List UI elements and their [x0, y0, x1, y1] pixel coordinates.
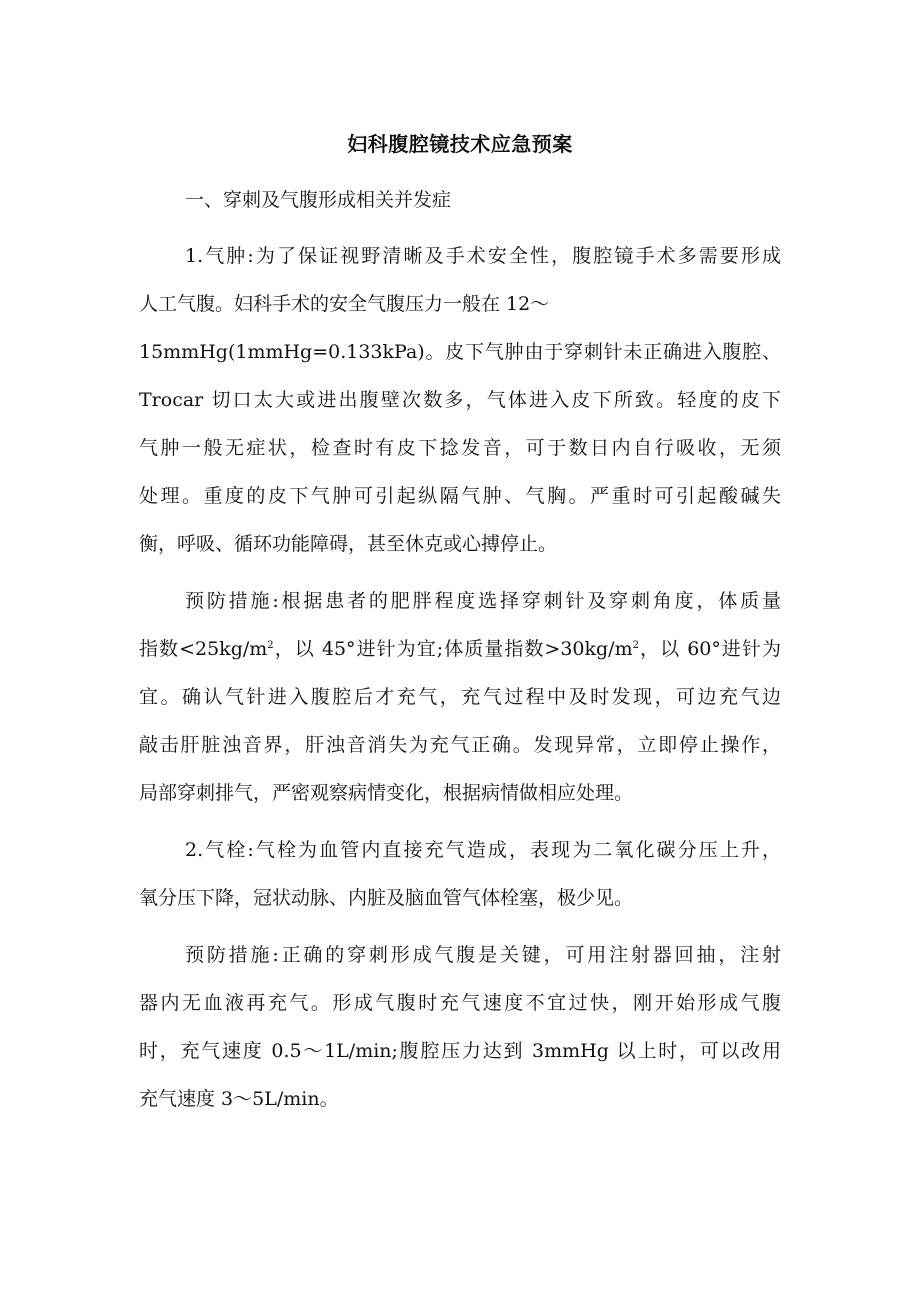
paragraph-line: 充气速度 3～5L/min。	[139, 1088, 339, 1110]
paragraph-line: 敲击肝脏浊音界，肝浊音消失为充气正确。发现异常，立即停止操作，	[139, 734, 781, 756]
paragraph-line: 氧分压下降，冠状动脉、内脏及脑血管气体栓塞，极少见。	[139, 887, 634, 909]
paragraph-line: 1.气肿:为了保证视野清晰及手术安全性，腹腔镜手术多需要形成	[185, 245, 781, 267]
paragraph-line: 宜。确认气针进入腹腔后才充气，充气过程中及时发现，可边充气边	[139, 686, 781, 708]
paragraph-line: 时，充气速度 0.5～1L/min;腹腔压力达到 3mmHg 以上时，可以改用	[139, 1040, 781, 1062]
paragraph-line: Trocar 切口太大或进出腹壁次数多，气体进入皮下所致。轻度的皮下	[139, 389, 781, 411]
bmi-lower-text: 指数<25kg/m	[139, 638, 268, 660]
superscript: 2	[267, 640, 274, 651]
paragraph-line: 人工气腹。妇科手术的安全气腹压力一般在 12～	[139, 293, 550, 315]
superscript: 2	[632, 640, 639, 651]
paragraph-line: 预防措施:根据患者的肥胖程度选择穿刺针及穿刺角度，体质量	[185, 590, 781, 612]
document-title: 妇科腹腔镜技术应急预案	[347, 132, 573, 156]
bmi-mid-text: ，以 45°进针为宜;体质量指数>30kg/m	[273, 638, 633, 660]
paragraph-line: 局部穿刺排气，严密观察病情变化，根据病情做相应处理。	[139, 782, 634, 804]
paragraph-line: 器内无血液再充气。形成气腹时充气速度不宜过快，刚开始形成气腹	[139, 992, 781, 1014]
section-heading: 一、穿刺及气腹形成相关并发症	[185, 189, 452, 211]
paragraph-line: 预防措施:正确的穿刺形成气腹是关键，可用注射器回抽，注射	[185, 944, 781, 966]
bmi-end-text: ，以 60°进针为	[638, 638, 781, 660]
paragraph-line: 气肿一般无症状，检查时有皮下捻发音，可于数日内自行吸收，无须	[139, 437, 781, 459]
paragraph-line: 2.气栓:气栓为血管内直接充气造成，表现为二氧化碳分压上升，	[185, 839, 781, 861]
paragraph-line	[139, 635, 781, 663]
paragraph-line: 衡，呼吸、循环功能障碍，甚至休克或心搏停止。	[139, 533, 558, 555]
paragraph-line: 处理。重度的皮下气肿可引起纵隔气肿、气胸。严重时可引起酸碱失	[139, 485, 781, 507]
paragraph-line: 15mmHg(1mmHg=0.133kPa)。皮下气肿由于穿刺针未正确进入腹腔、	[139, 341, 781, 363]
